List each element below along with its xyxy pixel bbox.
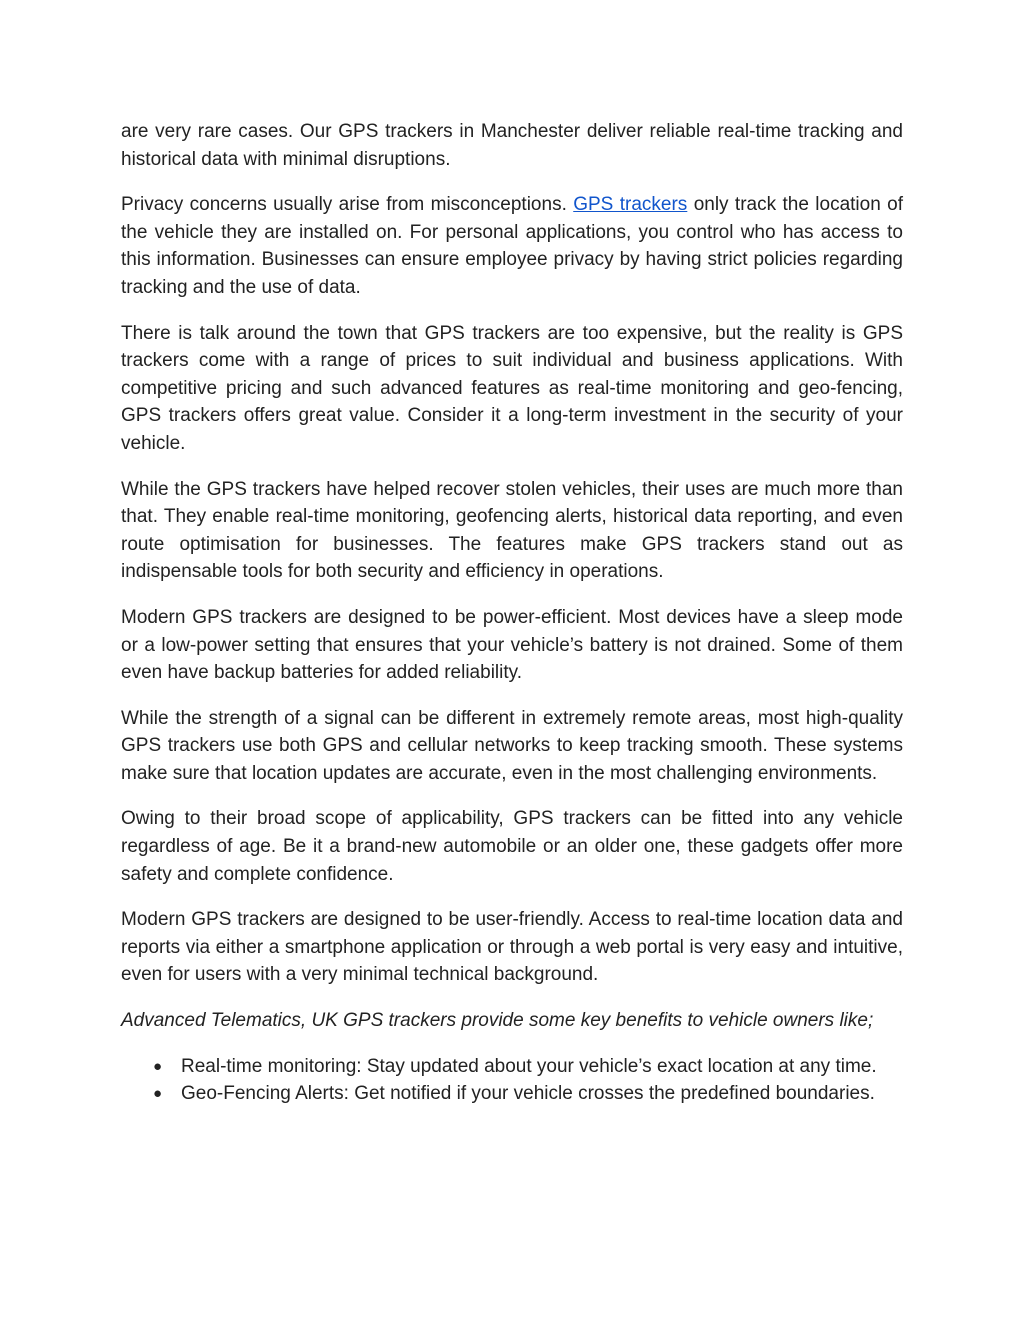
- paragraph-uses: While the GPS trackers have helped recover stolen vehicles, their uses are much more than that. They enable real-time monitoring, geofencing alerts, historical data reporting, and even route optimisation for businesses. The features make GPS trackers stand out as indispensable tools for both security and efficiency in operations.: [121, 478, 903, 583]
- paragraph-signal: While the strength of a signal can be different in extremely remote areas, most high-quality GPS trackers use both GPS and cellular networks to keep tracking smooth. These systems make sure that location updates are accurate, even in the most challenging environments.: [121, 707, 903, 784]
- privacy-text-start: Privacy concerns usually arise from misconceptions.: [121, 194, 574, 216]
- document-page: [121, 118, 903, 1108]
- paragraph-usability: Modern GPS trackers are designed to be user-friendly. Access to real-time location data and reports via either a smartphone application or through a web portal is very easy and intuitive, even for users with a very minimal technical background.: [121, 909, 903, 986]
- paragraph-privacy: [121, 191, 903, 301]
- bullet-icon: ●: [153, 1057, 163, 1075]
- list-item-text: Geo-Fencing Alerts: Get notified if your vehicle crosses the predefined boundaries.: [181, 1083, 875, 1105]
- privacy-text-end: only track the location of the vehicle they are installed on. For personal applications, you control who has access to this information. Businesses can ensure employee privacy by having strict policies regarding tracking and the use of data.: [121, 194, 903, 298]
- paragraph-power: Modern GPS trackers are designed to be power-efficient. Most devices have a sleep mode or a low-power setting that ensures that your vehicle’s battery is not drained. Some of them even have backup batteries for added reliability.: [121, 606, 903, 684]
- gps-trackers-link[interactable]: GPS trackers: [573, 194, 688, 216]
- list-item: [121, 1053, 903, 1081]
- paragraph-compatibility: Owing to their broad scope of applicability, GPS trackers can be fitted into any vehicle regardless of age. Be it a brand-new automobile or an older one, these gadgets offer more safety and complete confidence.: [121, 808, 903, 885]
- list-item: [121, 1080, 903, 1108]
- list-item-text: Real-time monitoring: Stay updated about your vehicle’s exact location at any time.: [181, 1055, 877, 1077]
- bullet-icon: ●: [153, 1085, 163, 1103]
- benefits-list: [121, 1053, 903, 1108]
- benefits-intro: Advanced Telematics, UK GPS trackers provide some key benefits to vehicle owners like;: [121, 1010, 874, 1032]
- paragraph-pricing: There is talk around the town that GPS trackers are too expensive, but the reality is GPS trackers come with a range of prices to suit individual and business applications. With competitive pricing and such advanced features as real-time monitoring and geo-fencing, GPS trackers offers great value. Consider it a long-term investment in the security of your vehicle.: [121, 322, 903, 454]
- paragraph-reliability: are very rare cases. Our GPS trackers in Manchester deliver reliable real-time tracking and historical data with minimal disruptions.: [121, 121, 903, 170]
